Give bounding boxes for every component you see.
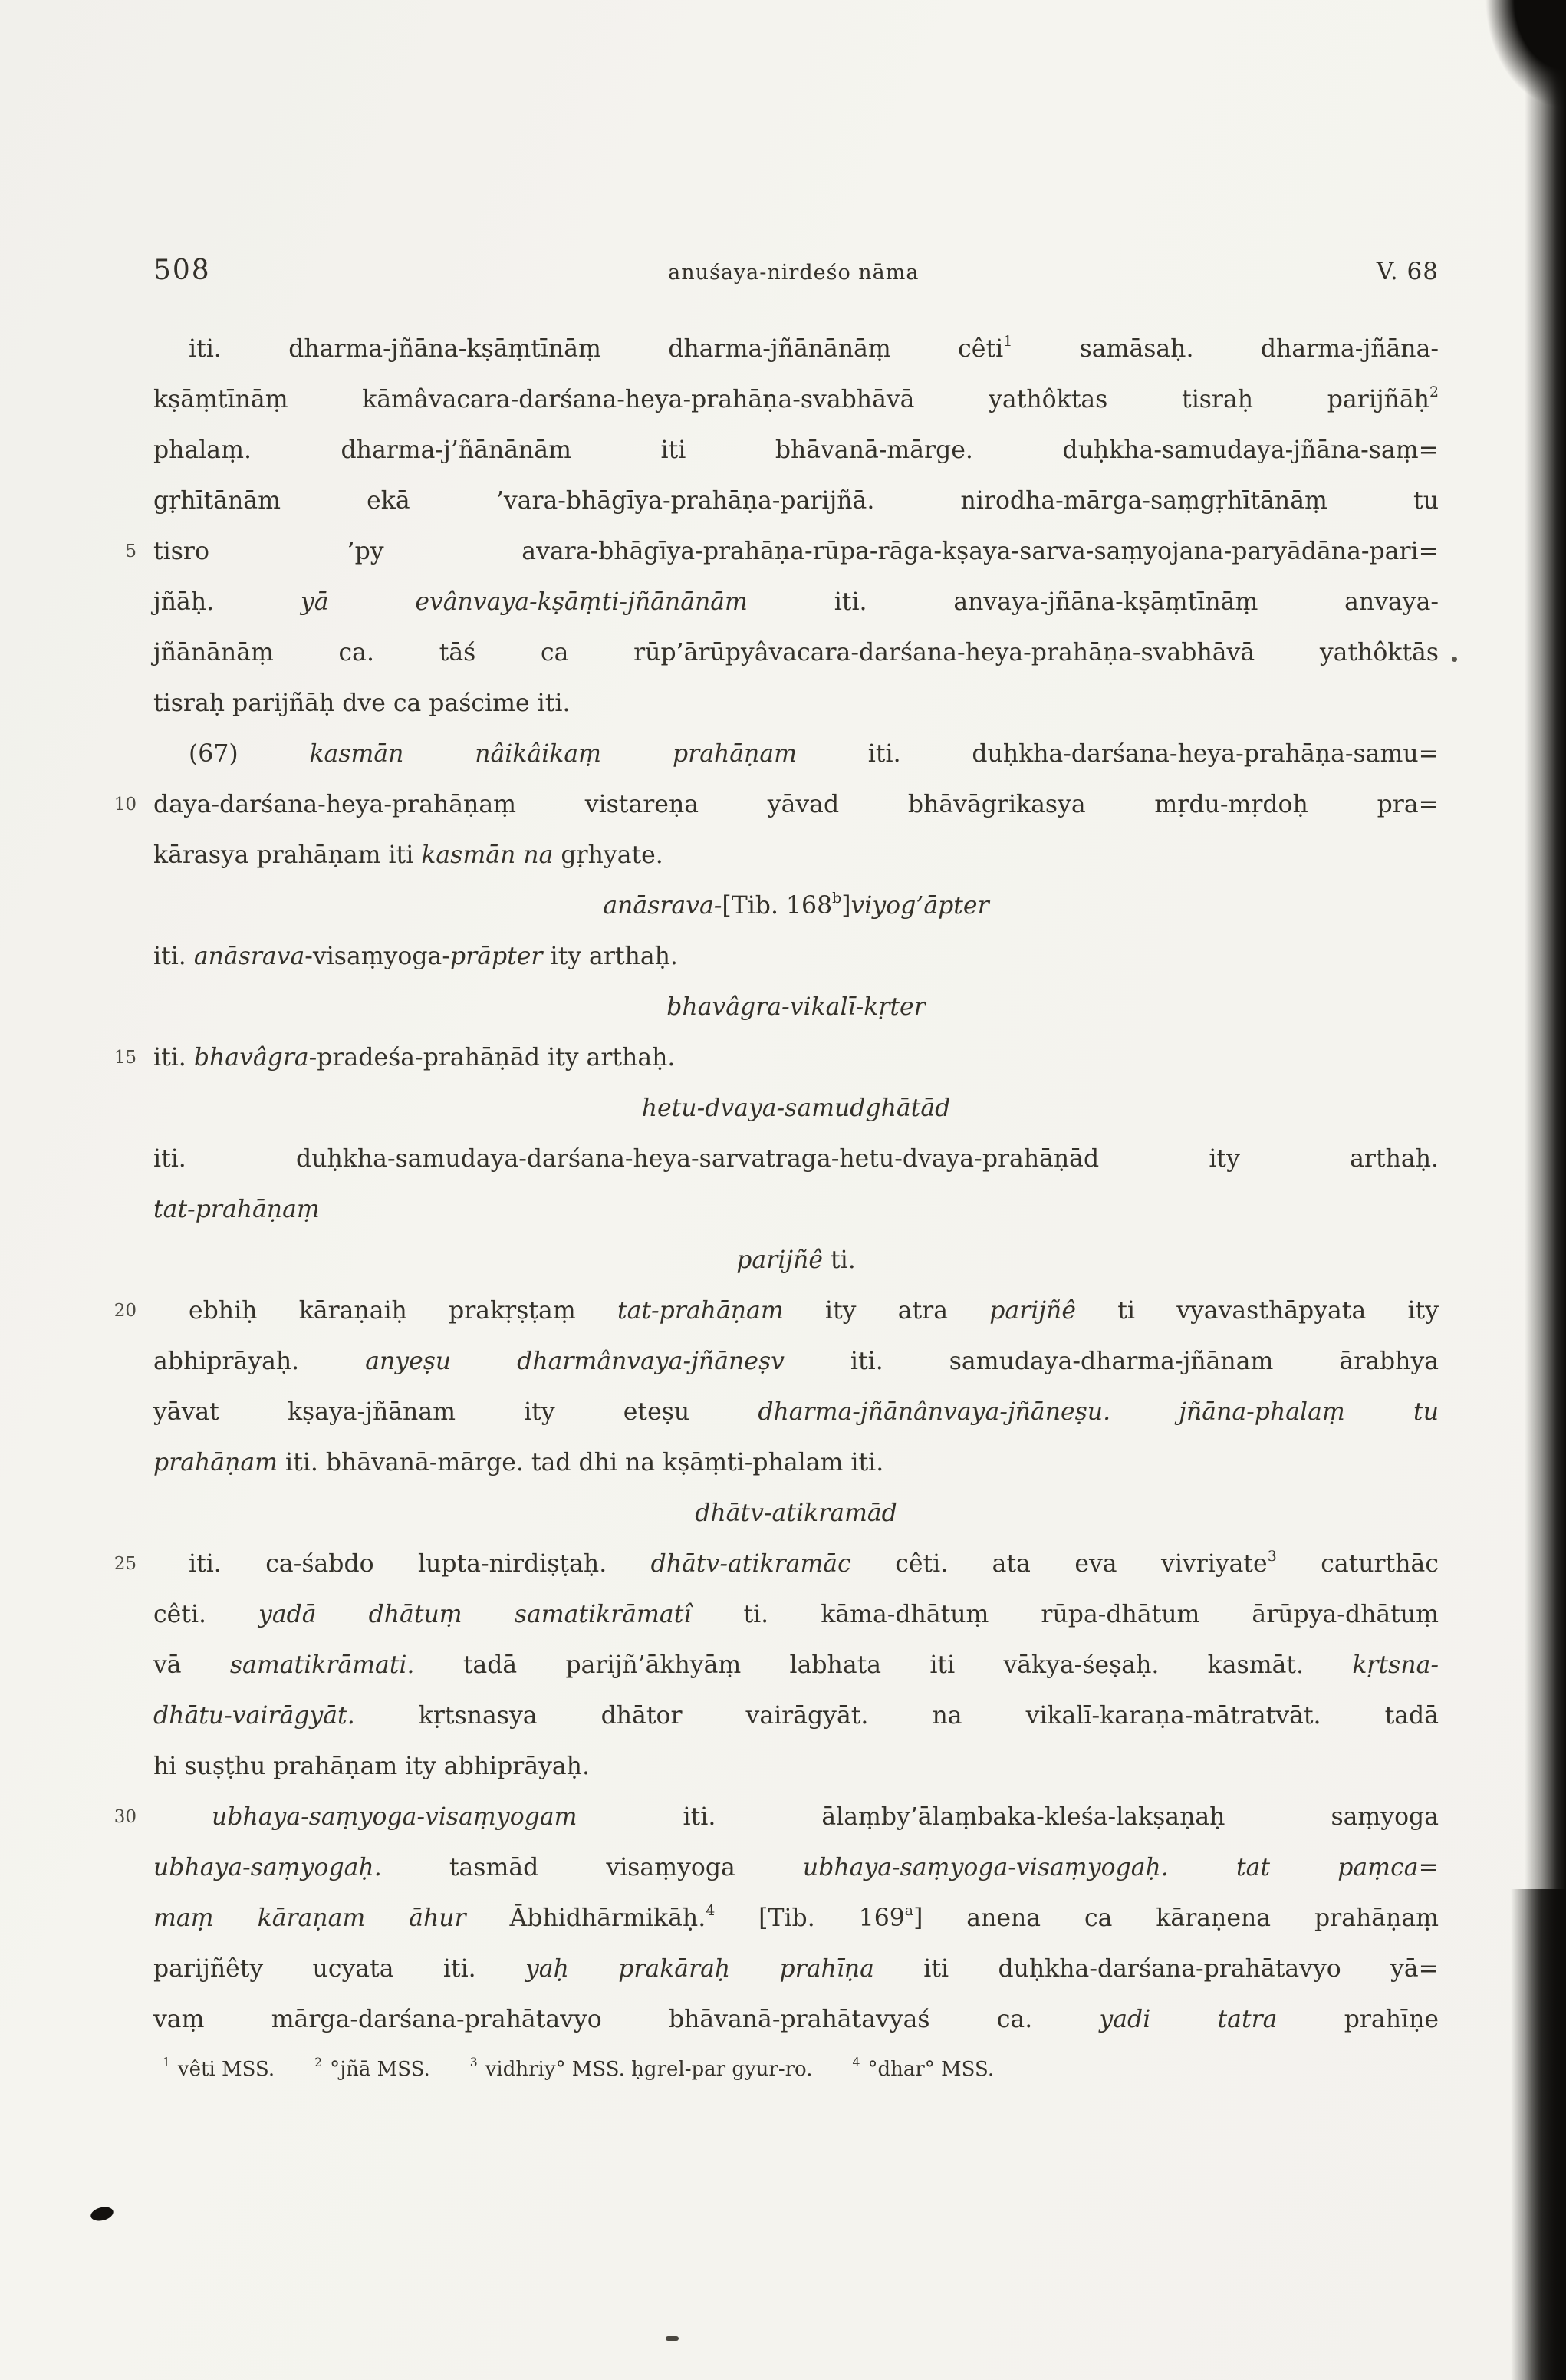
footnote-text: °jñā MSS. bbox=[330, 2058, 430, 2081]
text-line bbox=[153, 1842, 1439, 1893]
footnote-text: °dhar° MSS. bbox=[867, 2058, 995, 2081]
text-run: iti. ca-śabdo lupta-nirdiṣṭaḥ. bbox=[189, 1550, 651, 1578]
text-line bbox=[153, 627, 1439, 678]
italic-text-run: kasmān na bbox=[421, 841, 554, 869]
text-run: iti. bhāvanā-mārge. tad dhi na kṣāṃti-phalam iti. bbox=[278, 1449, 884, 1476]
line-content bbox=[153, 982, 1439, 1032]
line-content bbox=[153, 1285, 1439, 1336]
line-content bbox=[153, 1994, 1439, 2045]
text-run: iti. duḥkha-darśana-heya-prahāṇa-samu= bbox=[796, 740, 1439, 768]
italic-text-run: ubhaya-saṃyoga-visaṃyogam bbox=[212, 1803, 577, 1831]
text-run: (67) bbox=[189, 740, 310, 768]
text-run: iti. ālaṃby’ālaṃbaka-kleśa-lakṣaṇaḥ saṃyoga bbox=[577, 1803, 1439, 1831]
italic-text-run: anāsrava- bbox=[603, 892, 722, 920]
text-line bbox=[114, 1539, 1439, 1589]
text-line bbox=[114, 779, 1439, 830]
footnote-number: 4 bbox=[852, 2056, 860, 2070]
ink-blemish bbox=[89, 2205, 114, 2224]
text-run: kārasya prahāṇam iti bbox=[153, 841, 422, 869]
text-run: iti duḥkha-darśana-prahātavyo yā= bbox=[873, 1955, 1439, 1983]
text-line bbox=[153, 425, 1439, 476]
running-title: anuśaya-nirdeśo nāma bbox=[668, 261, 920, 285]
margin-line-number: 25 bbox=[114, 1554, 137, 1574]
footnote-reference: 4 bbox=[706, 1902, 716, 1920]
margin-line-number: 20 bbox=[114, 1301, 137, 1321]
text-run: kṣāṃtīnāṃ kāmâvacara-darśana-heya-prahāṇa-svabhāvā yathôktas tisraḥ parijñāḥ bbox=[153, 386, 1429, 413]
text-line bbox=[114, 1792, 1439, 1842]
line-content bbox=[153, 779, 1439, 830]
italic-text-run: samatikrāmati. bbox=[229, 1651, 415, 1679]
text-run: iti. bbox=[153, 943, 194, 970]
margin-line-number: 15 bbox=[114, 1048, 137, 1068]
ink-speck bbox=[666, 2336, 679, 2341]
line-content bbox=[153, 1235, 1439, 1285]
line-content bbox=[153, 1539, 1439, 1589]
line-content bbox=[153, 1842, 1439, 1893]
footnote-reference: 2 bbox=[1429, 383, 1439, 401]
text-run: ti. kāma-dhātuṃ rūpa-dhātum ārūpya-dhātuṃ bbox=[691, 1601, 1439, 1628]
footnote-number: 2 bbox=[314, 2056, 323, 2070]
footnote-text: vêti MSS. bbox=[177, 2058, 275, 2081]
verse-reference: V. 68 bbox=[1376, 258, 1439, 285]
text-run: ] bbox=[841, 892, 851, 920]
text-line bbox=[114, 1032, 1439, 1083]
text-block bbox=[114, 324, 1439, 2045]
text-line bbox=[153, 1690, 1439, 1741]
line-content bbox=[153, 1032, 1439, 1083]
footnote-item bbox=[163, 2054, 275, 2085]
italic-text-run: prāpter bbox=[449, 943, 543, 970]
text-run: ity atra bbox=[783, 1297, 990, 1325]
line-content bbox=[153, 1134, 1439, 1184]
text-line bbox=[153, 1387, 1439, 1437]
text-run: parijñêty ucyata iti. bbox=[153, 1955, 525, 1983]
text-line bbox=[153, 1640, 1439, 1690]
text-line bbox=[153, 1994, 1439, 2045]
text-line bbox=[153, 1488, 1439, 1539]
line-content bbox=[153, 1184, 1439, 1235]
footnote-number: 1 bbox=[163, 2056, 170, 2070]
margin-line-number: 30 bbox=[114, 1807, 137, 1827]
line-content bbox=[153, 476, 1439, 526]
text-run: cêti. bbox=[153, 1601, 259, 1628]
text-run: iti. dharma-jñāna-kṣāṃtīnāṃ dharma-jñānānāṃ cêti bbox=[189, 335, 1004, 363]
text-line bbox=[153, 931, 1439, 982]
italic-text-run: anyeṣu dharmânvaya-jñāneṣv bbox=[365, 1348, 785, 1375]
italic-text-run: viyog’āpter bbox=[850, 892, 989, 920]
text-run bbox=[1110, 1398, 1179, 1426]
text-run: kṛtsnasya dhātor vairāgyāt. na vikalī-karaṇa-mātratvāt. tadā bbox=[354, 1702, 1439, 1730]
italic-text-run: tat-prahāṇam bbox=[617, 1297, 784, 1325]
italic-text-run: dhātv-atikramāc bbox=[650, 1550, 851, 1578]
footnote-reference: a bbox=[904, 1902, 914, 1920]
line-content bbox=[153, 1690, 1439, 1741]
line-content bbox=[153, 425, 1439, 476]
text-run: abhiprāyaḥ. bbox=[153, 1348, 366, 1375]
line-content bbox=[153, 1792, 1439, 1842]
footnote-reference: 3 bbox=[1267, 1548, 1277, 1565]
margin-line-number: 5 bbox=[125, 542, 137, 561]
line-content bbox=[153, 729, 1439, 779]
footnote-reference: 1 bbox=[1003, 333, 1013, 351]
ink-dot bbox=[1452, 657, 1457, 662]
line-content bbox=[153, 1893, 1439, 1944]
line-content bbox=[153, 526, 1439, 577]
text-run: ] anena ca kāraṇena prahāṇaṃ bbox=[913, 1904, 1439, 1932]
text-run: prahīṇe bbox=[1277, 2006, 1439, 2033]
italic-text-run: kṛtsna- bbox=[1352, 1651, 1439, 1679]
footnotes bbox=[163, 2054, 1436, 2085]
text-run: tadā parijñ’ākhyāṃ labhata iti vākya-śeṣaḥ. kasmāt. bbox=[414, 1651, 1353, 1679]
text-line bbox=[153, 830, 1439, 881]
line-content bbox=[153, 1336, 1439, 1387]
italic-text-run: yaḥ prakāraḥ prahīṇa bbox=[525, 1955, 874, 1983]
text-line bbox=[153, 476, 1439, 526]
italic-text-run: maṃ kāraṇam āhur bbox=[153, 1904, 466, 1932]
text-line bbox=[153, 1134, 1439, 1184]
text-run: iti. anvaya-jñāna-kṣāṃtīnāṃ anvaya- bbox=[747, 588, 1439, 616]
page-number: 508 bbox=[153, 255, 211, 286]
line-content bbox=[153, 830, 1439, 881]
text-run bbox=[1169, 1854, 1236, 1881]
text-run: caturthāc bbox=[1276, 1550, 1439, 1578]
text-run: hi suṣṭhu prahāṇam ity abhiprāyaḥ. bbox=[153, 1753, 590, 1780]
text-run: ti. bbox=[823, 1246, 856, 1274]
line-content bbox=[153, 324, 1439, 374]
text-run: ti vyavasthāpyata ity bbox=[1076, 1297, 1439, 1325]
text-line bbox=[153, 881, 1439, 931]
text-line bbox=[125, 526, 1439, 577]
line-content bbox=[153, 1083, 1439, 1134]
text-line bbox=[153, 678, 1439, 729]
italic-text-run: yā evânvaya-kṣāṃti-jñānānām bbox=[300, 588, 748, 616]
italic-text-run: yadi tatra bbox=[1099, 2006, 1278, 2033]
text-run: iti. duḥkha-samudaya-darśana-heya-sarvatraga-hetu-dvaya-prahāṇād ity arthaḥ. bbox=[153, 1145, 1439, 1173]
text-line bbox=[153, 374, 1439, 425]
line-content bbox=[153, 577, 1439, 627]
line-content bbox=[153, 374, 1439, 425]
line-content bbox=[153, 1640, 1439, 1690]
text-line bbox=[114, 1285, 1439, 1336]
text-run: vā bbox=[153, 1651, 230, 1679]
text-line bbox=[153, 1589, 1439, 1640]
footnote-reference: b bbox=[832, 890, 842, 907]
line-content bbox=[153, 1437, 1439, 1488]
text-run: cêti. ata eva vivriyate bbox=[850, 1550, 1268, 1578]
scan-bottom-shadow bbox=[1511, 1889, 1566, 2380]
italic-text-run: anāsrava bbox=[193, 943, 305, 970]
text-line bbox=[153, 1741, 1439, 1792]
text-line bbox=[153, 1184, 1439, 1235]
text-line bbox=[153, 1235, 1439, 1285]
footnote-text: vidhriy° MSS. ḥgrel-par gyur-ro. bbox=[485, 2058, 813, 2081]
text-run: ity arthaḥ. bbox=[542, 943, 678, 970]
line-content bbox=[153, 1944, 1439, 1994]
page-header bbox=[153, 255, 1439, 286]
italic-text-run: dhātv-atikramād bbox=[695, 1499, 897, 1527]
text-run: yāvat kṣaya-jñānam ity eteṣu bbox=[153, 1398, 758, 1426]
italic-text-run: jñāna-phalaṃ tu bbox=[1179, 1398, 1439, 1426]
text-run: -visaṃyoga- bbox=[304, 943, 450, 970]
text-run: jñānānāṃ ca. tāś ca rūp’ārūpyâvacara-darśana-heya-prahāṇa-svabhāvā yathôktās bbox=[153, 639, 1439, 667]
line-content bbox=[153, 1488, 1439, 1539]
text-line bbox=[153, 1083, 1439, 1134]
italic-text-run: tat-prahāṇaṃ bbox=[153, 1196, 320, 1223]
italic-text-run: ubhaya-saṃyogaḥ. bbox=[153, 1854, 382, 1881]
italic-text-run: hetu-dvaya-samudghātād bbox=[641, 1095, 951, 1122]
italic-text-run: dharma-jñānânvaya-jñāneṣu. bbox=[758, 1398, 1111, 1426]
text-line bbox=[153, 1893, 1439, 1944]
line-content bbox=[153, 1741, 1439, 1792]
footnote-item bbox=[853, 2054, 995, 2085]
text-run: jñāḥ. bbox=[153, 588, 301, 616]
italic-text-run: parijñê bbox=[989, 1297, 1076, 1325]
text-run: iti. bbox=[153, 1044, 194, 1071]
text-line bbox=[153, 729, 1439, 779]
text-run: vaṃ mārga-darśana-prahātavyo bhāvanā-prahātavyaś ca. bbox=[153, 2006, 1100, 2033]
text-line bbox=[153, 1437, 1439, 1488]
italic-text-run: bhavâgra bbox=[193, 1044, 309, 1071]
text-run: gṛhītānām ekā ’vara-bhāgīya-prahāṇa-parijñā. nirodha-mārga-saṃgṛhītānāṃ tu bbox=[153, 487, 1439, 515]
text-run: -pradeśa-prahāṇād ity arthaḥ. bbox=[308, 1044, 676, 1071]
line-content bbox=[153, 627, 1439, 678]
italic-text-run: bhavâgra-vikalī-kṛter bbox=[666, 993, 926, 1021]
text-run: [Tib. 168 bbox=[722, 892, 833, 920]
italic-text-run: yadā dhātuṃ samatikrāmatî bbox=[258, 1601, 692, 1628]
italic-text-run: tat paṃca= bbox=[1235, 1854, 1439, 1881]
text-run: Ābhidhārmikāḥ. bbox=[466, 1904, 706, 1932]
margin-line-number: 10 bbox=[114, 795, 137, 815]
text-line bbox=[153, 1336, 1439, 1387]
text-run: samāsaḥ. dharma-jñāna- bbox=[1012, 335, 1439, 363]
text-run: iti. samudaya-dharma-jñānam ārabhya bbox=[784, 1348, 1439, 1375]
footnote-item bbox=[314, 2054, 430, 2085]
italic-text-run: dhātu-vairāgyāt. bbox=[153, 1702, 355, 1730]
text-line bbox=[153, 982, 1439, 1032]
text-run: daya-darśana-heya-prahāṇaṃ vistareṇa yāvad bhāvāgrikasya mṛdu-mṛdoḥ pra= bbox=[153, 791, 1439, 818]
line-content bbox=[153, 1589, 1439, 1640]
line-content bbox=[153, 678, 1439, 729]
text-run: [Tib. 169 bbox=[715, 1904, 905, 1932]
text-line bbox=[153, 324, 1439, 374]
text-run: ebhiḥ kāraṇaiḥ prakṛṣṭaṃ bbox=[189, 1297, 617, 1325]
footnote-item bbox=[470, 2054, 813, 2085]
text-line bbox=[153, 1944, 1439, 1994]
italic-text-run: prahāṇam bbox=[153, 1449, 278, 1476]
italic-text-run: parijñê bbox=[736, 1246, 823, 1274]
footnote-number: 3 bbox=[469, 2056, 478, 2070]
text-run: gṛhyate. bbox=[553, 841, 663, 869]
line-content bbox=[153, 881, 1439, 931]
line-content bbox=[153, 1387, 1439, 1437]
text-run: tasmād visaṃyoga bbox=[381, 1854, 803, 1881]
text-line bbox=[153, 577, 1439, 627]
text-run: tisraḥ parijñāḥ dve ca paścime iti. bbox=[153, 690, 571, 717]
scan-corner-shadow bbox=[1480, 0, 1566, 115]
italic-text-run: kasmān nâikâikaṃ prahāṇam bbox=[309, 740, 797, 768]
text-run: phalaṃ. dharma-j’ñānānām iti bhāvanā-mārge. duḥkha-samudaya-jñāna-saṃ= bbox=[153, 436, 1439, 464]
italic-text-run: ubhaya-saṃyoga-visaṃyogaḥ. bbox=[802, 1854, 1169, 1881]
text-run: tisro ’py avara-bhāgīya-prahāṇa-rūpa-rāga-kṣaya-sarva-saṃyojana-paryādāna-pari= bbox=[153, 538, 1439, 565]
line-content bbox=[153, 931, 1439, 982]
